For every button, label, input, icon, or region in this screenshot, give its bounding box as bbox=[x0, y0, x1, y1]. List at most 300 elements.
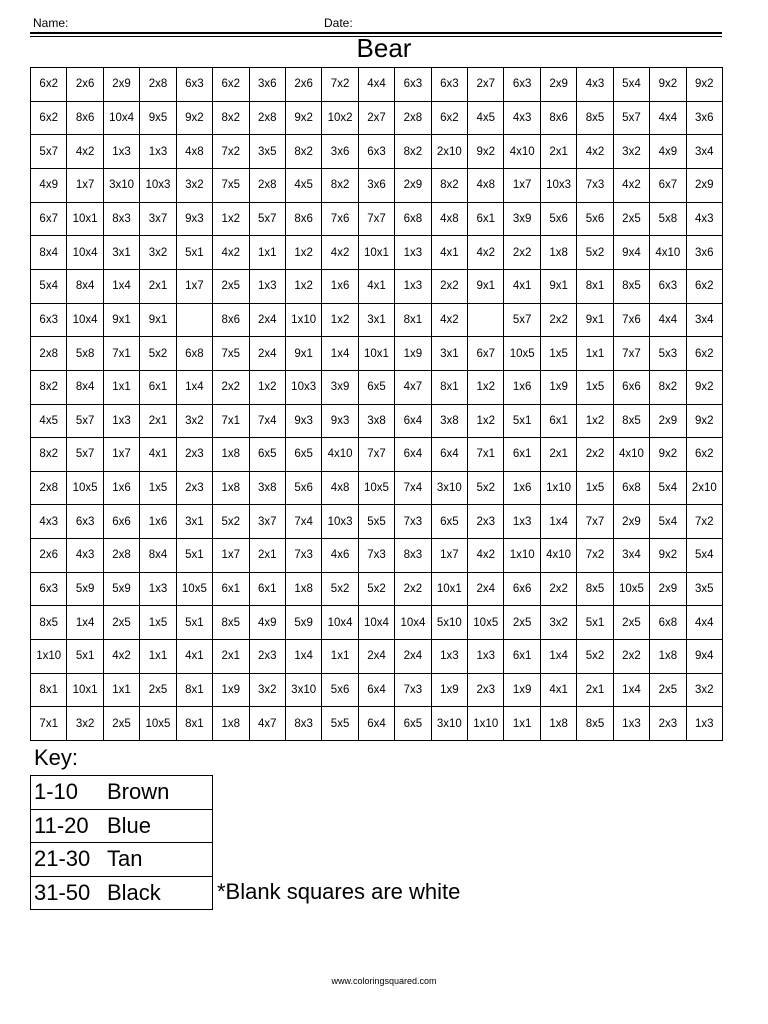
grid-cell: 9x1 bbox=[140, 304, 176, 338]
grid-cell: 1x3 bbox=[140, 573, 176, 607]
grid-cell: 2x3 bbox=[177, 472, 213, 506]
grid-cell: 2x9 bbox=[687, 169, 723, 203]
grid-cell: 6x1 bbox=[504, 438, 540, 472]
grid-cell: 7x7 bbox=[577, 505, 613, 539]
grid-cell: 2x9 bbox=[650, 573, 686, 607]
grid-cell: 8x1 bbox=[395, 304, 431, 338]
grid-cell: 2x4 bbox=[468, 573, 504, 607]
grid-cell: 10x3 bbox=[541, 169, 577, 203]
grid-cell: 6x7 bbox=[31, 203, 67, 237]
grid-cell: 6x6 bbox=[504, 573, 540, 607]
grid-cell: 2x8 bbox=[250, 169, 286, 203]
grid-cell: 8x5 bbox=[614, 270, 650, 304]
grid-cell: 2x2 bbox=[614, 640, 650, 674]
grid-cell: 4x10 bbox=[650, 236, 686, 270]
grid-cell: 4x9 bbox=[31, 169, 67, 203]
grid-cell: 3x9 bbox=[322, 371, 358, 405]
grid-cell: 1x9 bbox=[395, 337, 431, 371]
grid-cell: 1x4 bbox=[541, 505, 577, 539]
grid-cell: 1x10 bbox=[31, 640, 67, 674]
grid-cell: 5x9 bbox=[104, 573, 140, 607]
grid-cell: 2x2 bbox=[577, 438, 613, 472]
grid-cell: 5x5 bbox=[322, 707, 358, 741]
grid-cell: 9x2 bbox=[177, 102, 213, 136]
grid-cell: 6x3 bbox=[67, 505, 103, 539]
grid-cell: 2x4 bbox=[250, 337, 286, 371]
grid-cell: 7x2 bbox=[687, 505, 723, 539]
grid-cell: 3x10 bbox=[432, 707, 468, 741]
grid-cell: 7x5 bbox=[213, 169, 249, 203]
grid-cell: 3x4 bbox=[687, 135, 723, 169]
grid-cell: 5x7 bbox=[250, 203, 286, 237]
grid-cell: 6x2 bbox=[687, 270, 723, 304]
grid-cell: 1x8 bbox=[541, 707, 577, 741]
grid-cell: 4x2 bbox=[104, 640, 140, 674]
grid-cell: 6x2 bbox=[31, 102, 67, 136]
grid-cell: 5x5 bbox=[359, 505, 395, 539]
grid-cell: 1x9 bbox=[541, 371, 577, 405]
grid-cell: 1x3 bbox=[104, 135, 140, 169]
grid-cell: 3x7 bbox=[250, 505, 286, 539]
grid-cell: 9x5 bbox=[140, 102, 176, 136]
grid-cell: 5x2 bbox=[213, 505, 249, 539]
grid-cell: 6x3 bbox=[650, 270, 686, 304]
grid-cell: 2x5 bbox=[104, 606, 140, 640]
grid-cell: 3x2 bbox=[541, 606, 577, 640]
key-color: Blue bbox=[107, 812, 152, 838]
grid-cell: 7x1 bbox=[468, 438, 504, 472]
grid-cell: 10x4 bbox=[67, 304, 103, 338]
grid-cell: 5x7 bbox=[31, 135, 67, 169]
grid-cell bbox=[468, 304, 504, 338]
grid-cell: 1x4 bbox=[104, 270, 140, 304]
grid-cell: 5x3 bbox=[650, 337, 686, 371]
grid-cell: 2x10 bbox=[432, 135, 468, 169]
grid-cell: 2x3 bbox=[250, 640, 286, 674]
grid-cell: 1x1 bbox=[250, 236, 286, 270]
grid-cell: 8x5 bbox=[614, 405, 650, 439]
grid-cell: 1x5 bbox=[577, 472, 613, 506]
grid-cell: 2x6 bbox=[286, 68, 322, 102]
key-title: Key: bbox=[34, 745, 79, 770]
grid-cell: 8x2 bbox=[286, 135, 322, 169]
grid-cell: 8x5 bbox=[577, 102, 613, 136]
grid-cell: 5x9 bbox=[67, 573, 103, 607]
grid-cell: 3x10 bbox=[432, 472, 468, 506]
grid-cell: 2x8 bbox=[250, 102, 286, 136]
grid-cell: 7x6 bbox=[614, 304, 650, 338]
grid-cell: 6x7 bbox=[468, 337, 504, 371]
grid-cell: 8x2 bbox=[322, 169, 358, 203]
grid-cell: 8x4 bbox=[67, 371, 103, 405]
grid-cell: 2x8 bbox=[31, 472, 67, 506]
grid-cell: 7x4 bbox=[286, 505, 322, 539]
grid-cell: 8x1 bbox=[577, 270, 613, 304]
grid-cell: 6x3 bbox=[432, 68, 468, 102]
grid-cell: 1x1 bbox=[322, 640, 358, 674]
grid-cell: 4x4 bbox=[359, 68, 395, 102]
grid-cell: 10x2 bbox=[322, 102, 358, 136]
grid-cell: 1x3 bbox=[104, 405, 140, 439]
grid-cell: 6x5 bbox=[250, 438, 286, 472]
grid-cell: 1x2 bbox=[286, 270, 322, 304]
grid-cell: 8x6 bbox=[286, 203, 322, 237]
grid-cell: 7x2 bbox=[577, 539, 613, 573]
grid-cell: 7x3 bbox=[359, 539, 395, 573]
grid-cell: 3x1 bbox=[104, 236, 140, 270]
grid-cell: 6x4 bbox=[359, 707, 395, 741]
grid-cell: 2x1 bbox=[577, 674, 613, 708]
grid-cell: 4x10 bbox=[504, 135, 540, 169]
grid-cell: 8x2 bbox=[31, 438, 67, 472]
grid-cell: 6x2 bbox=[213, 68, 249, 102]
grid-cell: 5x2 bbox=[359, 573, 395, 607]
grid-cell: 1x2 bbox=[250, 371, 286, 405]
grid-cell: 1x6 bbox=[104, 472, 140, 506]
grid-cell: 8x4 bbox=[67, 270, 103, 304]
grid-cell: 4x2 bbox=[577, 135, 613, 169]
grid-cell: 3x1 bbox=[359, 304, 395, 338]
grid-cell: 5x4 bbox=[687, 539, 723, 573]
grid-cell: 10x3 bbox=[286, 371, 322, 405]
grid-cell: 3x5 bbox=[250, 135, 286, 169]
grid-cell: 1x9 bbox=[504, 674, 540, 708]
grid-cell: 5x7 bbox=[67, 405, 103, 439]
grid-cell: 2x9 bbox=[650, 405, 686, 439]
grid-cell: 5x4 bbox=[614, 68, 650, 102]
grid-cell: 4x9 bbox=[650, 135, 686, 169]
grid-cell: 1x2 bbox=[468, 371, 504, 405]
grid-cell: 1x3 bbox=[395, 236, 431, 270]
grid-cell: 9x2 bbox=[687, 405, 723, 439]
grid-cell: 1x3 bbox=[468, 640, 504, 674]
grid-cell: 5x1 bbox=[177, 236, 213, 270]
grid-cell: 4x4 bbox=[650, 102, 686, 136]
grid-cell: 8x3 bbox=[395, 539, 431, 573]
footer-url: www.coloringsquared.com bbox=[331, 976, 437, 986]
grid-cell: 5x1 bbox=[577, 606, 613, 640]
grid-cell: 8x3 bbox=[286, 707, 322, 741]
grid-cell: 7x6 bbox=[322, 203, 358, 237]
grid-cell: 10x5 bbox=[177, 573, 213, 607]
grid-cell: 4x8 bbox=[177, 135, 213, 169]
key-row bbox=[31, 776, 212, 810]
grid-cell: 1x6 bbox=[322, 270, 358, 304]
grid-cell: 2x1 bbox=[140, 270, 176, 304]
grid-cell: 1x5 bbox=[577, 371, 613, 405]
grid-cell: 3x2 bbox=[614, 135, 650, 169]
grid-cell: 10x1 bbox=[67, 203, 103, 237]
grid-cell: 2x7 bbox=[359, 102, 395, 136]
grid-cell: 2x2 bbox=[504, 236, 540, 270]
multiplication-grid bbox=[30, 67, 723, 741]
grid-cell: 7x3 bbox=[577, 169, 613, 203]
grid-cell: 1x3 bbox=[395, 270, 431, 304]
grid-cell: 4x2 bbox=[322, 236, 358, 270]
grid-cell: 7x3 bbox=[395, 505, 431, 539]
grid-cell: 6x3 bbox=[31, 573, 67, 607]
grid-cell: 6x3 bbox=[504, 68, 540, 102]
grid-cell: 4x1 bbox=[541, 674, 577, 708]
grid-cell: 9x1 bbox=[286, 337, 322, 371]
grid-cell: 9x1 bbox=[104, 304, 140, 338]
grid-cell: 2x5 bbox=[650, 674, 686, 708]
grid-cell: 4x10 bbox=[614, 438, 650, 472]
grid-cell: 5x7 bbox=[504, 304, 540, 338]
grid-cell: 9x2 bbox=[650, 539, 686, 573]
grid-cell: 5x4 bbox=[650, 505, 686, 539]
grid-cell: 7x1 bbox=[31, 707, 67, 741]
grid-cell: 8x2 bbox=[31, 371, 67, 405]
grid-cell: 2x3 bbox=[650, 707, 686, 741]
grid-cell: 5x2 bbox=[140, 337, 176, 371]
grid-cell: 9x1 bbox=[541, 270, 577, 304]
grid-cell: 7x3 bbox=[286, 539, 322, 573]
grid-cell: 5x2 bbox=[322, 573, 358, 607]
grid-cell: 1x3 bbox=[614, 707, 650, 741]
grid-cell: 6x3 bbox=[31, 304, 67, 338]
grid-cell: 5x2 bbox=[577, 640, 613, 674]
grid-cell: 8x2 bbox=[395, 135, 431, 169]
grid-cell: 2x2 bbox=[541, 304, 577, 338]
grid-cell: 3x6 bbox=[687, 236, 723, 270]
grid-cell: 5x2 bbox=[468, 472, 504, 506]
grid-cell: 7x4 bbox=[395, 472, 431, 506]
grid-cell: 1x7 bbox=[104, 438, 140, 472]
grid-cell: 2x2 bbox=[541, 573, 577, 607]
grid-cell: 10x3 bbox=[140, 169, 176, 203]
grid-cell: 8x5 bbox=[577, 573, 613, 607]
grid-cell: 2x3 bbox=[468, 505, 504, 539]
grid-cell: 5x7 bbox=[67, 438, 103, 472]
grid-cell: 9x2 bbox=[286, 102, 322, 136]
grid-cell: 10x5 bbox=[614, 573, 650, 607]
grid-cell: 6x1 bbox=[468, 203, 504, 237]
grid-cell: 4x5 bbox=[286, 169, 322, 203]
grid-cell: 2x4 bbox=[359, 640, 395, 674]
grid-cell: 2x4 bbox=[250, 304, 286, 338]
grid-cell: 1x7 bbox=[67, 169, 103, 203]
grid-cell: 1x3 bbox=[432, 640, 468, 674]
name-label: Name: bbox=[33, 16, 69, 30]
grid-cell: 7x7 bbox=[359, 203, 395, 237]
grid-cell: 9x3 bbox=[177, 203, 213, 237]
grid-cell: 8x2 bbox=[213, 102, 249, 136]
grid-cell: 3x2 bbox=[177, 405, 213, 439]
grid-cell: 1x9 bbox=[213, 674, 249, 708]
grid-cell: 1x8 bbox=[213, 472, 249, 506]
grid-cell: 1x5 bbox=[541, 337, 577, 371]
grid-cell: 8x5 bbox=[213, 606, 249, 640]
grid-cell: 3x8 bbox=[432, 405, 468, 439]
grid-cell: 9x2 bbox=[468, 135, 504, 169]
grid-cell: 5x1 bbox=[504, 405, 540, 439]
grid-cell: 3x4 bbox=[614, 539, 650, 573]
grid-cell: 9x1 bbox=[468, 270, 504, 304]
key-range: 1-10 bbox=[34, 779, 79, 805]
grid-cell: 6x2 bbox=[687, 337, 723, 371]
grid-cell: 6x1 bbox=[541, 405, 577, 439]
grid-cell: 1x8 bbox=[541, 236, 577, 270]
grid-cell: 6x5 bbox=[286, 438, 322, 472]
grid-cell: 9x4 bbox=[614, 236, 650, 270]
grid-cell: 8x1 bbox=[177, 674, 213, 708]
grid-cell: 1x5 bbox=[140, 472, 176, 506]
grid-cell: 1x4 bbox=[286, 640, 322, 674]
grid-cell: 1x2 bbox=[322, 304, 358, 338]
grid-cell: 2x5 bbox=[213, 270, 249, 304]
grid-cell: 9x2 bbox=[687, 68, 723, 102]
grid-cell: 3x6 bbox=[687, 102, 723, 136]
grid-cell: 2x9 bbox=[395, 169, 431, 203]
grid-cell: 4x1 bbox=[359, 270, 395, 304]
grid-cell: 6x5 bbox=[395, 707, 431, 741]
grid-cell: 2x5 bbox=[614, 606, 650, 640]
grid-cell: 9x3 bbox=[286, 405, 322, 439]
grid-cell: 1x10 bbox=[541, 472, 577, 506]
grid-cell: 10x5 bbox=[359, 472, 395, 506]
grid-cell: 4x5 bbox=[31, 405, 67, 439]
grid-cell: 2x1 bbox=[140, 405, 176, 439]
grid-cell: 3x8 bbox=[250, 472, 286, 506]
grid-cell: 6x8 bbox=[177, 337, 213, 371]
grid-cell: 7x3 bbox=[395, 674, 431, 708]
grid-cell: 4x1 bbox=[504, 270, 540, 304]
grid-cell: 6x3 bbox=[359, 135, 395, 169]
grid-cell: 4x2 bbox=[468, 236, 504, 270]
grid-cell: 9x1 bbox=[577, 304, 613, 338]
grid-cell: 1x1 bbox=[504, 707, 540, 741]
grid-cell: 6x8 bbox=[614, 472, 650, 506]
grid-cell: 10x1 bbox=[67, 674, 103, 708]
key-color: Brown bbox=[107, 779, 170, 805]
key-color: Tan bbox=[107, 846, 143, 872]
grid-cell: 2x6 bbox=[67, 68, 103, 102]
grid-cell: 3x1 bbox=[177, 505, 213, 539]
grid-cell: 10x5 bbox=[67, 472, 103, 506]
grid-cell: 8x4 bbox=[140, 539, 176, 573]
grid-cell bbox=[177, 304, 213, 338]
grid-cell: 8x4 bbox=[31, 236, 67, 270]
date-label: Date: bbox=[324, 16, 353, 30]
grid-cell: 2x5 bbox=[614, 203, 650, 237]
grid-cell: 1x2 bbox=[213, 203, 249, 237]
grid-cell: 6x8 bbox=[395, 203, 431, 237]
grid-cell: 1x10 bbox=[468, 707, 504, 741]
grid-cell: 2x1 bbox=[541, 135, 577, 169]
grid-cell: 3x6 bbox=[359, 169, 395, 203]
grid-cell: 6x4 bbox=[432, 438, 468, 472]
grid-cell: 5x7 bbox=[614, 102, 650, 136]
grid-cell: 1x7 bbox=[504, 169, 540, 203]
grid-cell: 1x4 bbox=[614, 674, 650, 708]
grid-cell: 5x9 bbox=[286, 606, 322, 640]
grid-cell: 1x3 bbox=[687, 707, 723, 741]
grid-cell: 2x3 bbox=[177, 438, 213, 472]
grid-cell: 5x4 bbox=[650, 472, 686, 506]
grid-cell: 6x1 bbox=[140, 371, 176, 405]
grid-cell: 4x1 bbox=[177, 640, 213, 674]
grid-cell: 1x2 bbox=[577, 405, 613, 439]
grid-cell: 6x4 bbox=[359, 674, 395, 708]
grid-cell: 4x7 bbox=[395, 371, 431, 405]
grid-cell: 6x6 bbox=[104, 505, 140, 539]
grid-cell: 4x10 bbox=[541, 539, 577, 573]
grid-cell: 8x2 bbox=[650, 371, 686, 405]
grid-cell: 5x8 bbox=[650, 203, 686, 237]
grid-cell: 2x4 bbox=[395, 640, 431, 674]
grid-cell: 10x4 bbox=[359, 606, 395, 640]
grid-cell: 8x5 bbox=[577, 707, 613, 741]
grid-cell: 1x6 bbox=[504, 371, 540, 405]
grid-cell: 4x2 bbox=[468, 539, 504, 573]
grid-cell: 7x7 bbox=[614, 337, 650, 371]
grid-cell: 4x2 bbox=[213, 236, 249, 270]
grid-cell: 1x3 bbox=[140, 135, 176, 169]
grid-cell: 2x9 bbox=[104, 68, 140, 102]
grid-cell: 1x4 bbox=[541, 640, 577, 674]
grid-cell: 4x2 bbox=[432, 304, 468, 338]
grid-cell: 1x4 bbox=[322, 337, 358, 371]
grid-cell: 8x1 bbox=[31, 674, 67, 708]
key-range: 11-20 bbox=[34, 812, 89, 838]
grid-cell: 5x8 bbox=[67, 337, 103, 371]
grid-cell: 7x2 bbox=[322, 68, 358, 102]
grid-cell: 3x2 bbox=[177, 169, 213, 203]
grid-cell: 10x5 bbox=[504, 337, 540, 371]
grid-cell: 1x2 bbox=[286, 236, 322, 270]
grid-cell: 6x1 bbox=[250, 573, 286, 607]
grid-cell: 5x4 bbox=[31, 270, 67, 304]
grid-cell: 5x1 bbox=[67, 640, 103, 674]
grid-cell: 2x3 bbox=[468, 674, 504, 708]
grid-cell: 9x2 bbox=[650, 438, 686, 472]
grid-cell: 4x3 bbox=[67, 539, 103, 573]
grid-cell: 2x9 bbox=[614, 505, 650, 539]
grid-cell: 3x6 bbox=[250, 68, 286, 102]
grid-cell: 4x5 bbox=[468, 102, 504, 136]
grid-cell: 2x1 bbox=[213, 640, 249, 674]
grid-cell: 4x10 bbox=[322, 438, 358, 472]
grid-cell: 2x5 bbox=[504, 606, 540, 640]
grid-cell: 2x5 bbox=[140, 674, 176, 708]
grid-cell: 8x6 bbox=[541, 102, 577, 136]
grid-cell: 6x7 bbox=[650, 169, 686, 203]
grid-cell: 1x8 bbox=[213, 438, 249, 472]
grid-cell: 8x1 bbox=[432, 371, 468, 405]
grid-cell: 6x4 bbox=[395, 438, 431, 472]
grid-cell: 1x10 bbox=[504, 539, 540, 573]
grid-cell: 3x4 bbox=[687, 304, 723, 338]
grid-cell: 6x4 bbox=[395, 405, 431, 439]
grid-cell: 1x1 bbox=[104, 674, 140, 708]
grid-cell: 2x8 bbox=[104, 539, 140, 573]
grid-cell: 5x1 bbox=[177, 539, 213, 573]
grid-cell: 2x2 bbox=[432, 270, 468, 304]
grid-cell: 5x1 bbox=[177, 606, 213, 640]
grid-cell: 10x1 bbox=[359, 236, 395, 270]
grid-cell: 3x1 bbox=[432, 337, 468, 371]
grid-cell: 3x2 bbox=[687, 674, 723, 708]
grid-cell: 6x3 bbox=[177, 68, 213, 102]
grid-cell: 2x10 bbox=[687, 472, 723, 506]
color-key-table bbox=[30, 775, 213, 910]
grid-cell: 3x10 bbox=[104, 169, 140, 203]
key-row bbox=[31, 877, 212, 911]
grid-cell: 4x2 bbox=[614, 169, 650, 203]
grid-cell: 1x5 bbox=[140, 606, 176, 640]
grid-cell: 1x4 bbox=[67, 606, 103, 640]
